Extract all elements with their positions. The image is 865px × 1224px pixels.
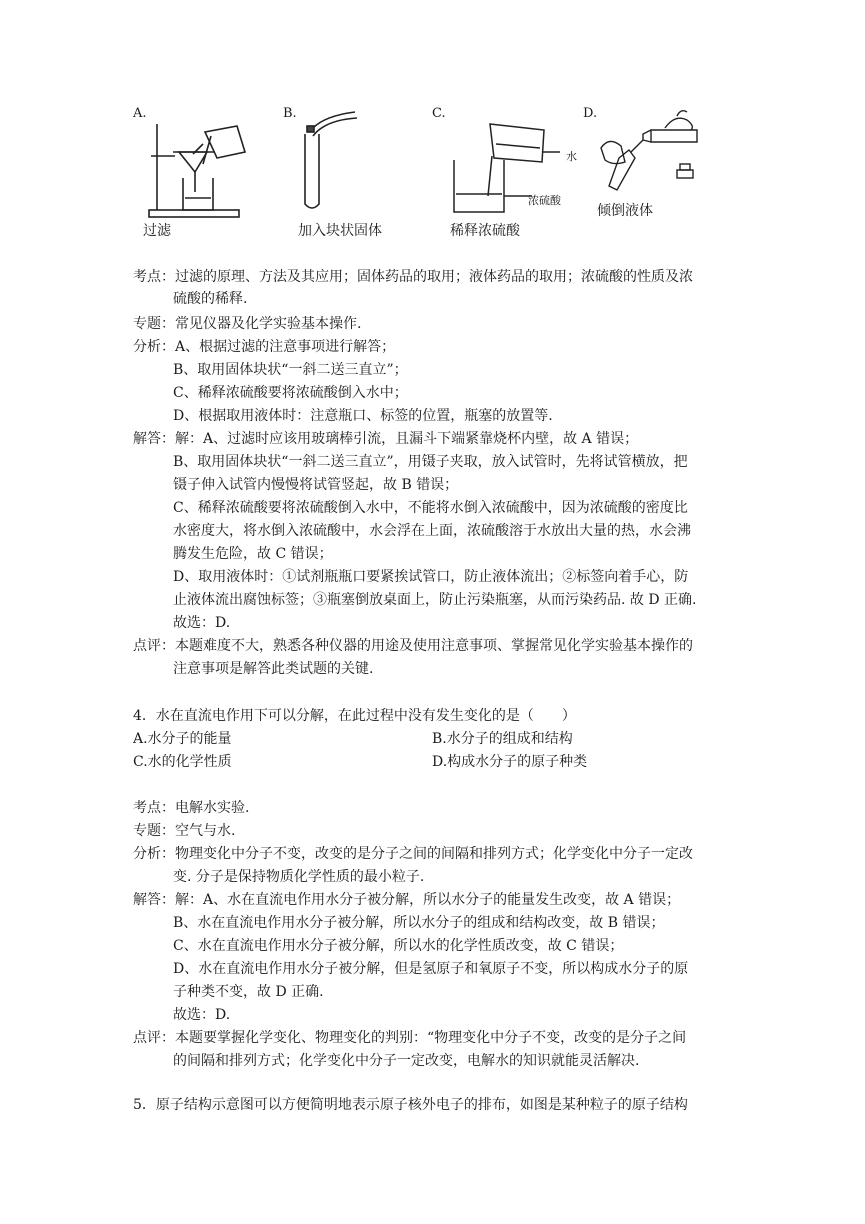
figure-c-caption: 稀释浓硫酸 bbox=[450, 223, 520, 239]
figure-a-caption: 过滤 bbox=[143, 223, 171, 239]
q3-jieda-line-5: 水密度大，将水倒入浓硫酸中，水会浮在上面，浓硫酸溶于水放出大量的热，水会沸 bbox=[173, 523, 691, 539]
figure-c-letter: C. bbox=[432, 106, 446, 121]
q4-dianping-label: 点评： bbox=[133, 1030, 175, 1046]
q3-zhuanti-label: 专题： bbox=[133, 316, 175, 332]
q4-jieda-line-6: 故选：D. bbox=[173, 1007, 231, 1023]
q4-stem: 4．水在直流电作用下可以分解，在此过程中没有发生变化的是（ ） bbox=[133, 708, 576, 724]
q3-dianping-label: 点评： bbox=[133, 638, 175, 654]
q3-fenxi-label: 分析： bbox=[133, 339, 175, 355]
q4-jieda-line-2: B、水在直流电作用水分子被分解，所以水分子的组成和结构改变，故 B 错误； bbox=[173, 915, 665, 931]
figure-b-caption: 加入块状固体 bbox=[298, 223, 382, 239]
q4-jieda-line-5: 子种类不变，故 D 正确. bbox=[173, 984, 324, 1000]
q3-fenxi-line-2: B、取用固体块状“一斜二送三直立”； bbox=[173, 362, 408, 378]
q3-jieda-line-4: C、稀释浓硫酸要将浓硫酸倒入水中，不能将水倒入浓硫酸中，因为浓硫酸的密度比 bbox=[173, 500, 688, 516]
figure-d-pour-liquid bbox=[583, 106, 713, 246]
q4-dianping-line-2: 的间隔和排列方式；化学变化中分子一定改变，电解水的知识就能灵活解决. bbox=[173, 1053, 640, 1069]
q3-dianping-line-1: 本题难度不大，熟悉各种仪器的用途及使用注意事项、掌握常见化学实验基本操作的 bbox=[175, 638, 693, 654]
q3-jieda-line-7: D、取用液体时：①试剂瓶瓶口要紧挨试管口，防止液体流出；②标签向着手心，防 bbox=[173, 569, 689, 585]
q4-jieda-line-4: D、水在直流电作用水分子被分解，但是氢原子和氧原子不变，所以构成水分子的原 bbox=[173, 961, 689, 977]
q4-jieda-label: 解答： bbox=[133, 892, 175, 908]
q4-zhuanti-label: 专题： bbox=[133, 823, 175, 839]
figure-c-label-acid: 浓硫酸 bbox=[528, 194, 561, 207]
figure-c-label-water: 水 bbox=[566, 150, 577, 163]
figure-b-letter: B. bbox=[283, 106, 297, 121]
q4-jieda-line-1: 解：A、水在直流电作用水分子被分解，所以水分子的能量发生改变，故 A 错误； bbox=[175, 892, 681, 908]
q3-kaodian-line-2: 硫酸的稀释. bbox=[173, 291, 248, 307]
q4-kaodian: 电解水实验. bbox=[175, 800, 250, 816]
pouring-liquid-hand-icon bbox=[595, 106, 710, 192]
figure-d-letter: D. bbox=[583, 106, 598, 121]
q4-zhuanti: 空气与水. bbox=[175, 823, 236, 839]
q3-dianping-line-2: 注意事项是解答此类试题的关键. bbox=[173, 661, 374, 677]
q3-jieda-line-8: 止液体流出腐蚀标签；③瓶塞倒放桌面上，防止污染瓶塞，从而污染药品. 故 D 正确. bbox=[173, 592, 697, 608]
q4-fenxi-line-1: 物理变化中分子不变，改变的是分子之间的间隔和排列方式；化学变化中分子一定改 bbox=[175, 846, 693, 862]
q3-kaodian-label: 考点： bbox=[133, 269, 175, 285]
q4-option-a: A.水分子的能量 bbox=[133, 731, 232, 747]
q3-fenxi-line-3: C、稀释浓硫酸要将浓硫酸倒入水中； bbox=[173, 385, 408, 401]
figure-d-caption: 倾倒液体 bbox=[597, 203, 653, 219]
q3-fenxi-line-1: A、根据过滤的注意事项进行解答； bbox=[175, 339, 396, 355]
q5-stem: 5．原子结构示意图可以方便简明地表示原子核外电子的排布，如图是某种粒子的原子结构 bbox=[133, 1097, 688, 1113]
q3-jieda-line-2: B、取用固体块状“一斜二送三直立”，用镊子夹取，放入试管时，先将试管横放，把 bbox=[173, 454, 688, 470]
q4-dianping-line-1: 本题要掌握化学变化、物理变化的判别：“物理变化中分子不变，改变的是分子之间 bbox=[175, 1030, 687, 1046]
q3-kaodian-line-1: 过滤的原理、方法及其应用；固体药品的取用；液体药品的取用；浓硫酸的性质及浓 bbox=[175, 269, 693, 285]
test-tube-tweezers-icon bbox=[293, 108, 363, 218]
q4-option-b: B.水分子的组成和结构 bbox=[432, 731, 573, 747]
figure-b-add-solid bbox=[283, 106, 413, 246]
q4-kaodian-label: 考点： bbox=[133, 800, 175, 816]
q3-jieda-line-9: 故选：D. bbox=[173, 615, 231, 631]
figure-a-filtration bbox=[133, 106, 253, 246]
q3-jieda-line-3: 镊子伸入试管内慢慢将试管竖起，故 B 错误； bbox=[173, 477, 459, 493]
filtration-apparatus-icon bbox=[145, 114, 255, 222]
q4-fenxi-label: 分析： bbox=[133, 846, 175, 862]
q4-option-c: C.水的化学性质 bbox=[133, 754, 232, 770]
q3-zhuanti: 常见仪器及化学实验基本操作. bbox=[175, 316, 362, 332]
figure-c-dilute-acid bbox=[432, 106, 582, 246]
q3-jieda-label: 解答： bbox=[133, 431, 175, 447]
q3-jieda-line-6: 腾发生危险，故 C 错误； bbox=[173, 546, 333, 562]
q4-option-d: D.构成水分子的原子种类 bbox=[432, 754, 588, 770]
q4-jieda-line-3: C、水在直流电作用水分子被分解，所以水的化学性质改变，故 C 错误； bbox=[173, 938, 624, 954]
q4-fenxi-line-2: 变. 分子是保持物质化学性质的最小粒子. bbox=[173, 869, 425, 885]
q3-fenxi-line-4: D、根据取用液体时：注意瓶口、标签的位置，瓶塞的放置等. bbox=[173, 408, 553, 424]
q3-jieda-line-1: 解：A、过滤时应该用玻璃棒引流，且漏斗下端紧靠烧杯内壁，故 A 错误； bbox=[175, 431, 639, 447]
figure-a-letter: A. bbox=[133, 106, 147, 121]
